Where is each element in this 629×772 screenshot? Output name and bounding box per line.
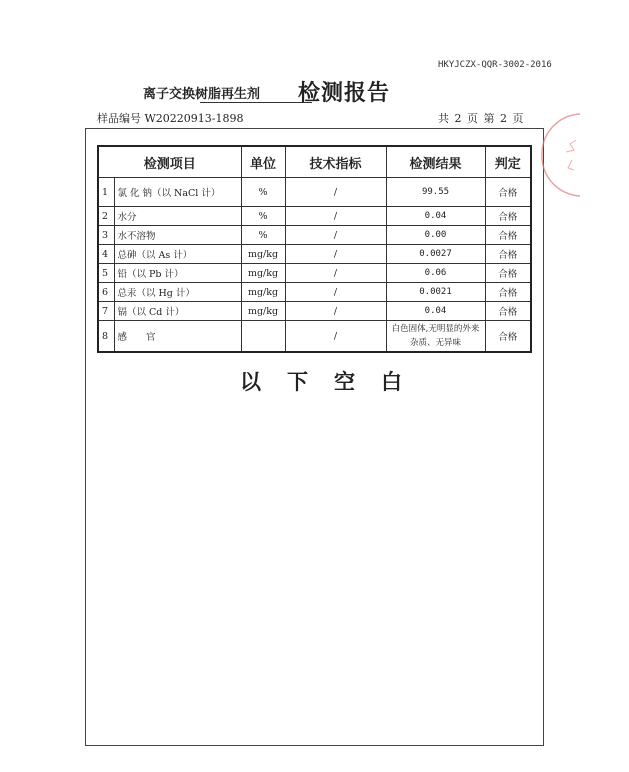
item-unit: mg/kg [241, 245, 285, 264]
title-underline [200, 102, 312, 103]
item-result: 0.0021 [386, 283, 485, 302]
table-row [98, 283, 531, 302]
item-result: 0.06 [386, 264, 485, 283]
item-spec: / [285, 302, 386, 321]
document-code: HKYJCZX-QQR-3002-2016 [438, 60, 552, 70]
item-spec: / [285, 283, 386, 302]
item-unit: % [241, 226, 285, 245]
item-unit: mg/kg [241, 283, 285, 302]
item-result: 0.0027 [386, 245, 485, 264]
row-number: 2 [98, 207, 114, 226]
table-row [98, 245, 531, 264]
table-row [98, 226, 531, 245]
item-result: 0.04 [386, 302, 485, 321]
table-row [98, 178, 531, 207]
item-name: 总汞（以 Hg 计） [114, 283, 241, 302]
item-result: 0.00 [386, 226, 485, 245]
row-number: 5 [98, 264, 114, 283]
col-header-result: 检测结果 [386, 146, 485, 178]
item-judgement: 合格 [485, 245, 531, 264]
item-spec: / [285, 264, 386, 283]
table-row [98, 302, 531, 321]
item-name: 铅（以 Pb 计） [114, 264, 241, 283]
sample-number: 样品编号 W20220913-1898 [97, 112, 244, 125]
item-judgement: 合格 [485, 264, 531, 283]
item-unit: % [241, 207, 285, 226]
col-header-item: 检测项目 [98, 146, 241, 178]
item-spec: / [285, 245, 386, 264]
item-name: 水不溶物 [114, 226, 241, 245]
col-header-spec: 技术指标 [285, 146, 386, 178]
item-spec: / [285, 207, 386, 226]
item-result: 白色固体,无明显的外来杂质、无异味 [386, 321, 485, 353]
item-name: 镉（以 Cd 计） [114, 302, 241, 321]
item-unit: mg/kg [241, 302, 285, 321]
table-row [98, 207, 531, 226]
col-header-unit: 单位 [241, 146, 285, 178]
item-judgement: 合格 [485, 178, 531, 207]
item-judgement: 合格 [485, 321, 531, 353]
product-name: 离子交换树脂再生剂 [143, 87, 261, 102]
row-number: 3 [98, 226, 114, 245]
item-name: 氯 化 钠（以 NaCl 计） [114, 178, 241, 207]
item-result: 99.55 [386, 178, 485, 207]
row-number: 8 [98, 321, 114, 353]
item-unit [241, 321, 285, 353]
item-judgement: 合格 [485, 302, 531, 321]
row-number: 7 [98, 302, 114, 321]
item-name: 水分 [114, 207, 241, 226]
item-name: 感 官 [114, 321, 241, 353]
item-name: 总砷（以 As 计） [114, 245, 241, 264]
table-row [98, 321, 531, 353]
item-judgement: 合格 [485, 226, 531, 245]
table-header-row [98, 146, 531, 178]
row-number: 1 [98, 178, 114, 207]
item-spec: / [285, 178, 386, 207]
col-header-judgement: 判定 [485, 146, 531, 178]
table-row [98, 264, 531, 283]
item-judgement: 合格 [485, 283, 531, 302]
red-seal-stamp-icon [536, 110, 580, 200]
item-spec: / [285, 321, 386, 353]
report-title: 检测报告 [298, 80, 391, 106]
item-judgement: 合格 [485, 207, 531, 226]
item-result: 0.04 [386, 207, 485, 226]
item-unit: % [241, 178, 285, 207]
item-unit: mg/kg [241, 264, 285, 283]
end-of-report-mark: 以下空白 [240, 369, 428, 394]
item-spec: / [285, 226, 386, 245]
results-table [97, 145, 532, 353]
row-number: 6 [98, 283, 114, 302]
page-info: 共 2 页 第 2 页 [438, 112, 525, 125]
row-number: 4 [98, 245, 114, 264]
